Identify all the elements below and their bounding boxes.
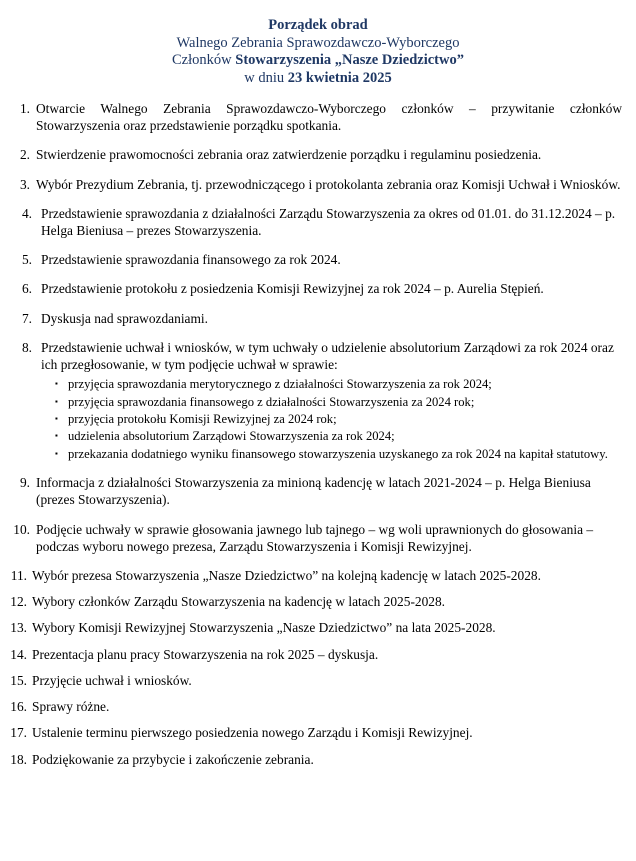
agenda-item-text: Ustalenie terminu pierwszego posiedzenia nowego Zarządu i Komisji Rewizyjnej. (32, 725, 473, 741)
agenda-list-wrapper (0, 87, 636, 768)
agenda-item-number: 6. (21, 281, 32, 297)
agenda-subitem (0, 376, 636, 392)
agenda-item-text: Podziękowanie za przybycie i zakończenie zebrania. (32, 751, 314, 767)
agenda-item-number: 16. (10, 699, 27, 715)
agenda-item-13 (0, 619, 636, 636)
agenda-subitem-text: przyjęcia sprawozdania merytorycznego z działalności Stowarzyszenia za rok 2024; (68, 377, 492, 392)
agenda-subitem (0, 446, 636, 462)
agenda-item-14 (0, 646, 636, 663)
agenda-item-number: 9. (19, 475, 30, 491)
agenda-item-number: 14. (10, 646, 27, 662)
agenda-item-number: 10. (13, 521, 30, 537)
agenda-item-8 (0, 339, 636, 373)
agenda-item-11 (0, 567, 636, 584)
header-association-name: Stowarzyszenia „Nasze Dziedzictwo” (235, 52, 464, 68)
agenda-item-number: 11. (10, 568, 27, 584)
agenda-item-12 (0, 593, 636, 610)
agenda-subitem-text: udzielenia absolutorium Zarządowi Stowarzyszenia za rok 2024; (68, 429, 395, 444)
agenda-item-text: Dyskusja nad sprawozdaniami. (41, 310, 208, 326)
agenda-item-text: Sprawy różne. (32, 699, 110, 715)
agenda-item-number: 7. (21, 310, 32, 326)
header-date-line (0, 70, 636, 88)
agenda-item-2 (0, 146, 636, 163)
agenda-item-text: Prezentacja planu pracy Stowarzyszenia na rok 2025 – dyskusja. (32, 646, 379, 662)
square-bullet-icon: ▪ (55, 414, 58, 424)
agenda-subitem-text: przyjęcia sprawozdania finansowego z działalności Stowarzyszenia za 2024 rok; (68, 394, 475, 409)
agenda-item-5 (0, 251, 636, 268)
agenda-subitem (0, 394, 636, 410)
agenda-item-text: Przedstawienie protokołu z posiedzenia Komisji Rewizyjnej za rok 2024 – p. Aurelia Stępień. (41, 281, 544, 297)
header-title-line: Porządek obrad (268, 17, 368, 33)
agenda-item-number: 15. (10, 672, 27, 688)
header-date-value: 23 kwietnia 2025 (287, 69, 392, 86)
agenda-item-number: 1. (19, 101, 30, 116)
agenda-item-number: 3. (19, 176, 30, 192)
agenda-item-text: Przedstawienie uchwał i wniosków, w tym uchwały o udzielenie absolutorium Zarządowi za rok 2024 oraz ich przegłosowanie, w tym podjęcie uchwał w sprawie: (41, 339, 614, 373)
agenda-item-text: Informacja z działalności Stowarzyszenia za minioną kadencję w latach 2021-2024 – p. Helga Bieniusa (prezes Stowarzyszenia). (36, 475, 591, 508)
agenda-item-text: Otwarcie Walnego Zebrania Sprawozdawczo-Wyborczego członków – przywitanie członków Stowarzyszenia oraz przedstawienie porządku spotkania. (36, 101, 622, 134)
agenda-item-text: Przedstawienie sprawozdania z działalności Zarządu Stowarzyszenia za okres od 01.01. do 31.12.2024 – p. Helga Bieniusa – prezes Stowarzyszenia. (41, 205, 616, 239)
agenda-item-3 (0, 176, 636, 193)
agenda-subitem (0, 428, 636, 444)
agenda-item-number: 4. (21, 205, 32, 221)
agenda-item-text: Stwierdzenie prawomocności zebrania oraz zatwierdzenie porządku i regulaminu posiedzenia. (36, 147, 542, 163)
agenda-item-number: 18. (10, 751, 27, 767)
agenda-item-10 (0, 521, 636, 555)
agenda-item-text: Wybory Komisji Rewizyjnej Stowarzyszenia „Nasze Dziedzictwo” na lata 2025-2028. (32, 620, 496, 636)
agenda-item-4 (0, 205, 636, 239)
header-association-line (0, 52, 636, 70)
agenda-item-number: 2. (19, 147, 30, 163)
agenda-list (0, 100, 636, 768)
square-bullet-icon: ▪ (55, 379, 58, 389)
agenda-item-6 (0, 280, 636, 297)
agenda-item-text: Wybór prezesa Stowarzyszenia „Nasze Dziedzictwo” na kolejną kadencję w latach 2025-2028. (32, 568, 541, 584)
agenda-subitem-list (0, 376, 636, 462)
header-subtitle-line: Walnego Zebrania Sprawozdawczo-Wyborczego (176, 34, 460, 51)
square-bullet-icon: ▪ (55, 431, 58, 441)
header-association-prefix: Członków (172, 52, 236, 68)
agenda-item-number: 17. (10, 725, 27, 741)
agenda-item-number: 12. (10, 594, 27, 610)
header-date-prefix: w dniu (244, 69, 288, 86)
agenda-subitem (0, 411, 636, 427)
agenda-item-17 (0, 724, 636, 741)
agenda-item-text: Przedstawienie sprawozdania finansowego za rok 2024. (41, 252, 341, 268)
agenda-item-7 (0, 310, 636, 327)
agenda-item-text: Przyjęcie uchwał i wniosków. (32, 672, 192, 688)
agenda-item-text: Podjęcie uchwały w sprawie głosowania jawnego lub tajnego – wg woli uprawnionych do głosowania – podczas wyboru nowego prezesa, Zarządu Stowarzyszenia i Komisji Rewizyjnej. (36, 521, 594, 554)
agenda-item-number: 8. (21, 339, 32, 355)
agenda-item-9 (0, 474, 636, 508)
agenda-item-15 (0, 672, 636, 689)
square-bullet-icon: ▪ (55, 396, 58, 406)
agenda-subitem-text: przyjęcia protokołu Komisji Rewizyjnej za 2024 rok; (68, 412, 337, 427)
agenda-item-18 (0, 751, 636, 768)
agenda-item-1 (0, 100, 636, 134)
square-bullet-icon: ▪ (55, 448, 58, 458)
agenda-item-16 (0, 698, 636, 715)
agenda-item-text: Wybory członków Zarządu Stowarzyszenia na kadencję w latach 2025-2028. (32, 594, 446, 610)
agenda-item-number: 5. (21, 252, 32, 268)
document-header (0, 0, 636, 87)
agenda-subitem-text: przekazania dodatniego wyniku finansowego stowarzyszenia uzyskanego za rok 2024 na kapitał statutowy. (68, 446, 608, 461)
agenda-item-number: 13. (10, 620, 27, 636)
agenda-item-text: Wybór Prezydium Zebrania, tj. przewodniczącego i protokolanta zebrania oraz Komisji Uchwał i Wniosków. (36, 176, 621, 192)
